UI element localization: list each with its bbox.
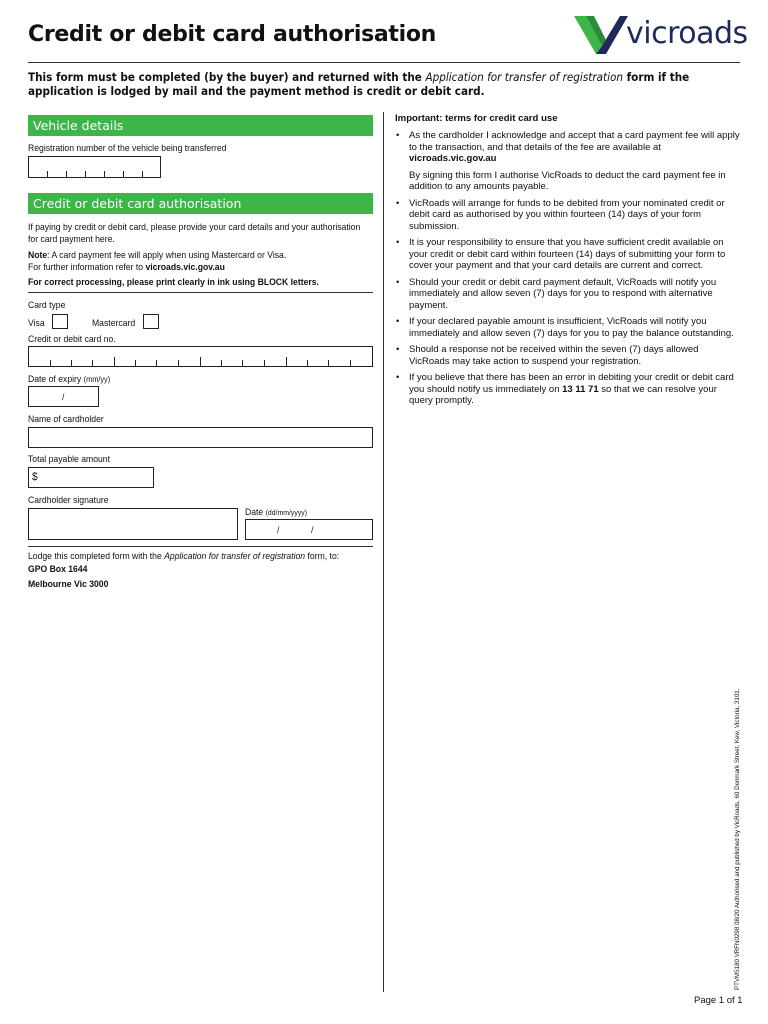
block-letters-instruction: For correct processing, please print clearly in ink using BLOCK letters. <box>28 276 319 287</box>
terms-item-2: • VicRoads will arrange for funds to be debited from your nominated credit or debit card as authorised by you within fourteen (14) days of your form submission. <box>396 197 725 232</box>
terms-item-1: • As the cardholder I acknowledge and accept that a card payment fee will apply to the transaction, and that details of the fee are available at vicroads.vic.gov.au <box>396 130 740 164</box>
address-line-2: Melbourne Vic 3000 <box>28 578 109 589</box>
mastercard-label: Mastercard <box>92 317 136 328</box>
dollar-sign: $ <box>32 471 38 483</box>
page-number: Page 1 of 1 <box>694 995 743 1006</box>
cardholder-signature-field[interactable] <box>28 508 238 540</box>
cardholder-name-label: Name of cardholder <box>28 413 104 424</box>
signature-label: Cardholder signature <box>28 494 109 505</box>
lodge-instruction: Lodge this completed form with the Application for transfer of registration form, to: <box>28 550 340 561</box>
expiry-date-field[interactable] <box>28 386 99 407</box>
date-label: Date (dd/mm/yyyy) <box>245 506 308 517</box>
card-authorisation-heading: Credit or debit card authorisation <box>28 193 373 214</box>
vehicle-details-heading: Vehicle details <box>28 115 373 136</box>
terms-item-3: • It is your responsibility to ensure that you have sufficient credit available on your credit or debit card within fourteen (14) days of submitting your form to cover your payment and that your card details are current and correct. <box>396 237 726 271</box>
expiry-separator: / <box>62 391 65 402</box>
registration-number-field[interactable] <box>28 156 161 178</box>
terms-section <box>395 113 741 412</box>
visa-checkbox[interactable] <box>52 314 68 329</box>
terms-item-1-para: By signing this form I authorise VicRoads to deduct the card payment fee in addition to any amounts payable. <box>409 169 726 192</box>
card-fee-note: Note: A card payment fee will apply when using Mastercard or Visa. <box>28 249 287 260</box>
vicroads-wordmark: vicroads <box>626 16 748 51</box>
section-rule-2 <box>28 546 373 547</box>
terms-item-5: • If your declared payable amount is insufficient, VicRoads will notify you immediately and allow seven (7) days for you to pay the balance outstanding. <box>396 316 734 339</box>
total-payable-field[interactable] <box>28 467 154 488</box>
cardholder-name-field[interactable] <box>28 427 373 448</box>
card-type-label: Card type <box>28 299 66 310</box>
terms-item-4: • Should your credit or debit card payment default, VicRoads will notify you immediately and allow seven (7) days for you to respond with alternative payment. <box>396 276 717 311</box>
card-number-field[interactable] <box>28 346 373 367</box>
page-title: Credit or debit card authorisation <box>28 22 437 47</box>
card-number-label: Credit or debit card no. <box>28 333 116 344</box>
date-separator-1: / <box>277 524 280 535</box>
card-instructions: If paying by credit or debit card, please provide your card details and your authorisation for card payment here. <box>28 221 361 244</box>
header-rule <box>28 62 740 63</box>
total-payable-label: Total payable amount <box>28 453 110 464</box>
column-divider <box>383 112 384 992</box>
expiry-label: Date of expiry (mm/yy) <box>28 373 111 384</box>
vicroads-logo <box>572 12 748 56</box>
vicroads-link[interactable]: vicroads.vic.gov.au <box>409 153 497 164</box>
visa-label: Visa <box>28 317 45 328</box>
terms-item-7: • If you believe that there has been an error in debiting your credit or debit card you should notify us immediately on 13 11 71 so that we can resolve your query promptly. <box>396 372 734 406</box>
section-rule <box>28 292 373 293</box>
terms-heading: Important: terms for credit card use <box>395 113 558 124</box>
signature-date-field[interactable] <box>245 519 373 540</box>
intro-text: This form must be completed (by the buyer) and returned with the Application for transfer of registration form if the application is lodged by mail and the payment method is credit or debit card. <box>28 70 690 98</box>
address-line-1: GPO Box 1644 <box>28 563 88 574</box>
vicroads-tick-icon <box>572 12 628 56</box>
date-separator-2: / <box>311 524 314 535</box>
publication-info-vertical: PTVM5180 VRFN0298 08/20 Authorised and published by VicRoads, 60 Denmark Street, Kew, Victoria, 3101. <box>734 688 741 990</box>
registration-label: Registration number of the vehicle being transferred <box>28 142 227 153</box>
terms-item-6: • Should a response not be received within the seven (7) days allowed VicRoads may take action to suspend your registration. <box>396 344 699 367</box>
further-info: For further information refer to vicroads.vic.gov.au <box>28 261 225 272</box>
mastercard-checkbox[interactable] <box>143 314 159 329</box>
